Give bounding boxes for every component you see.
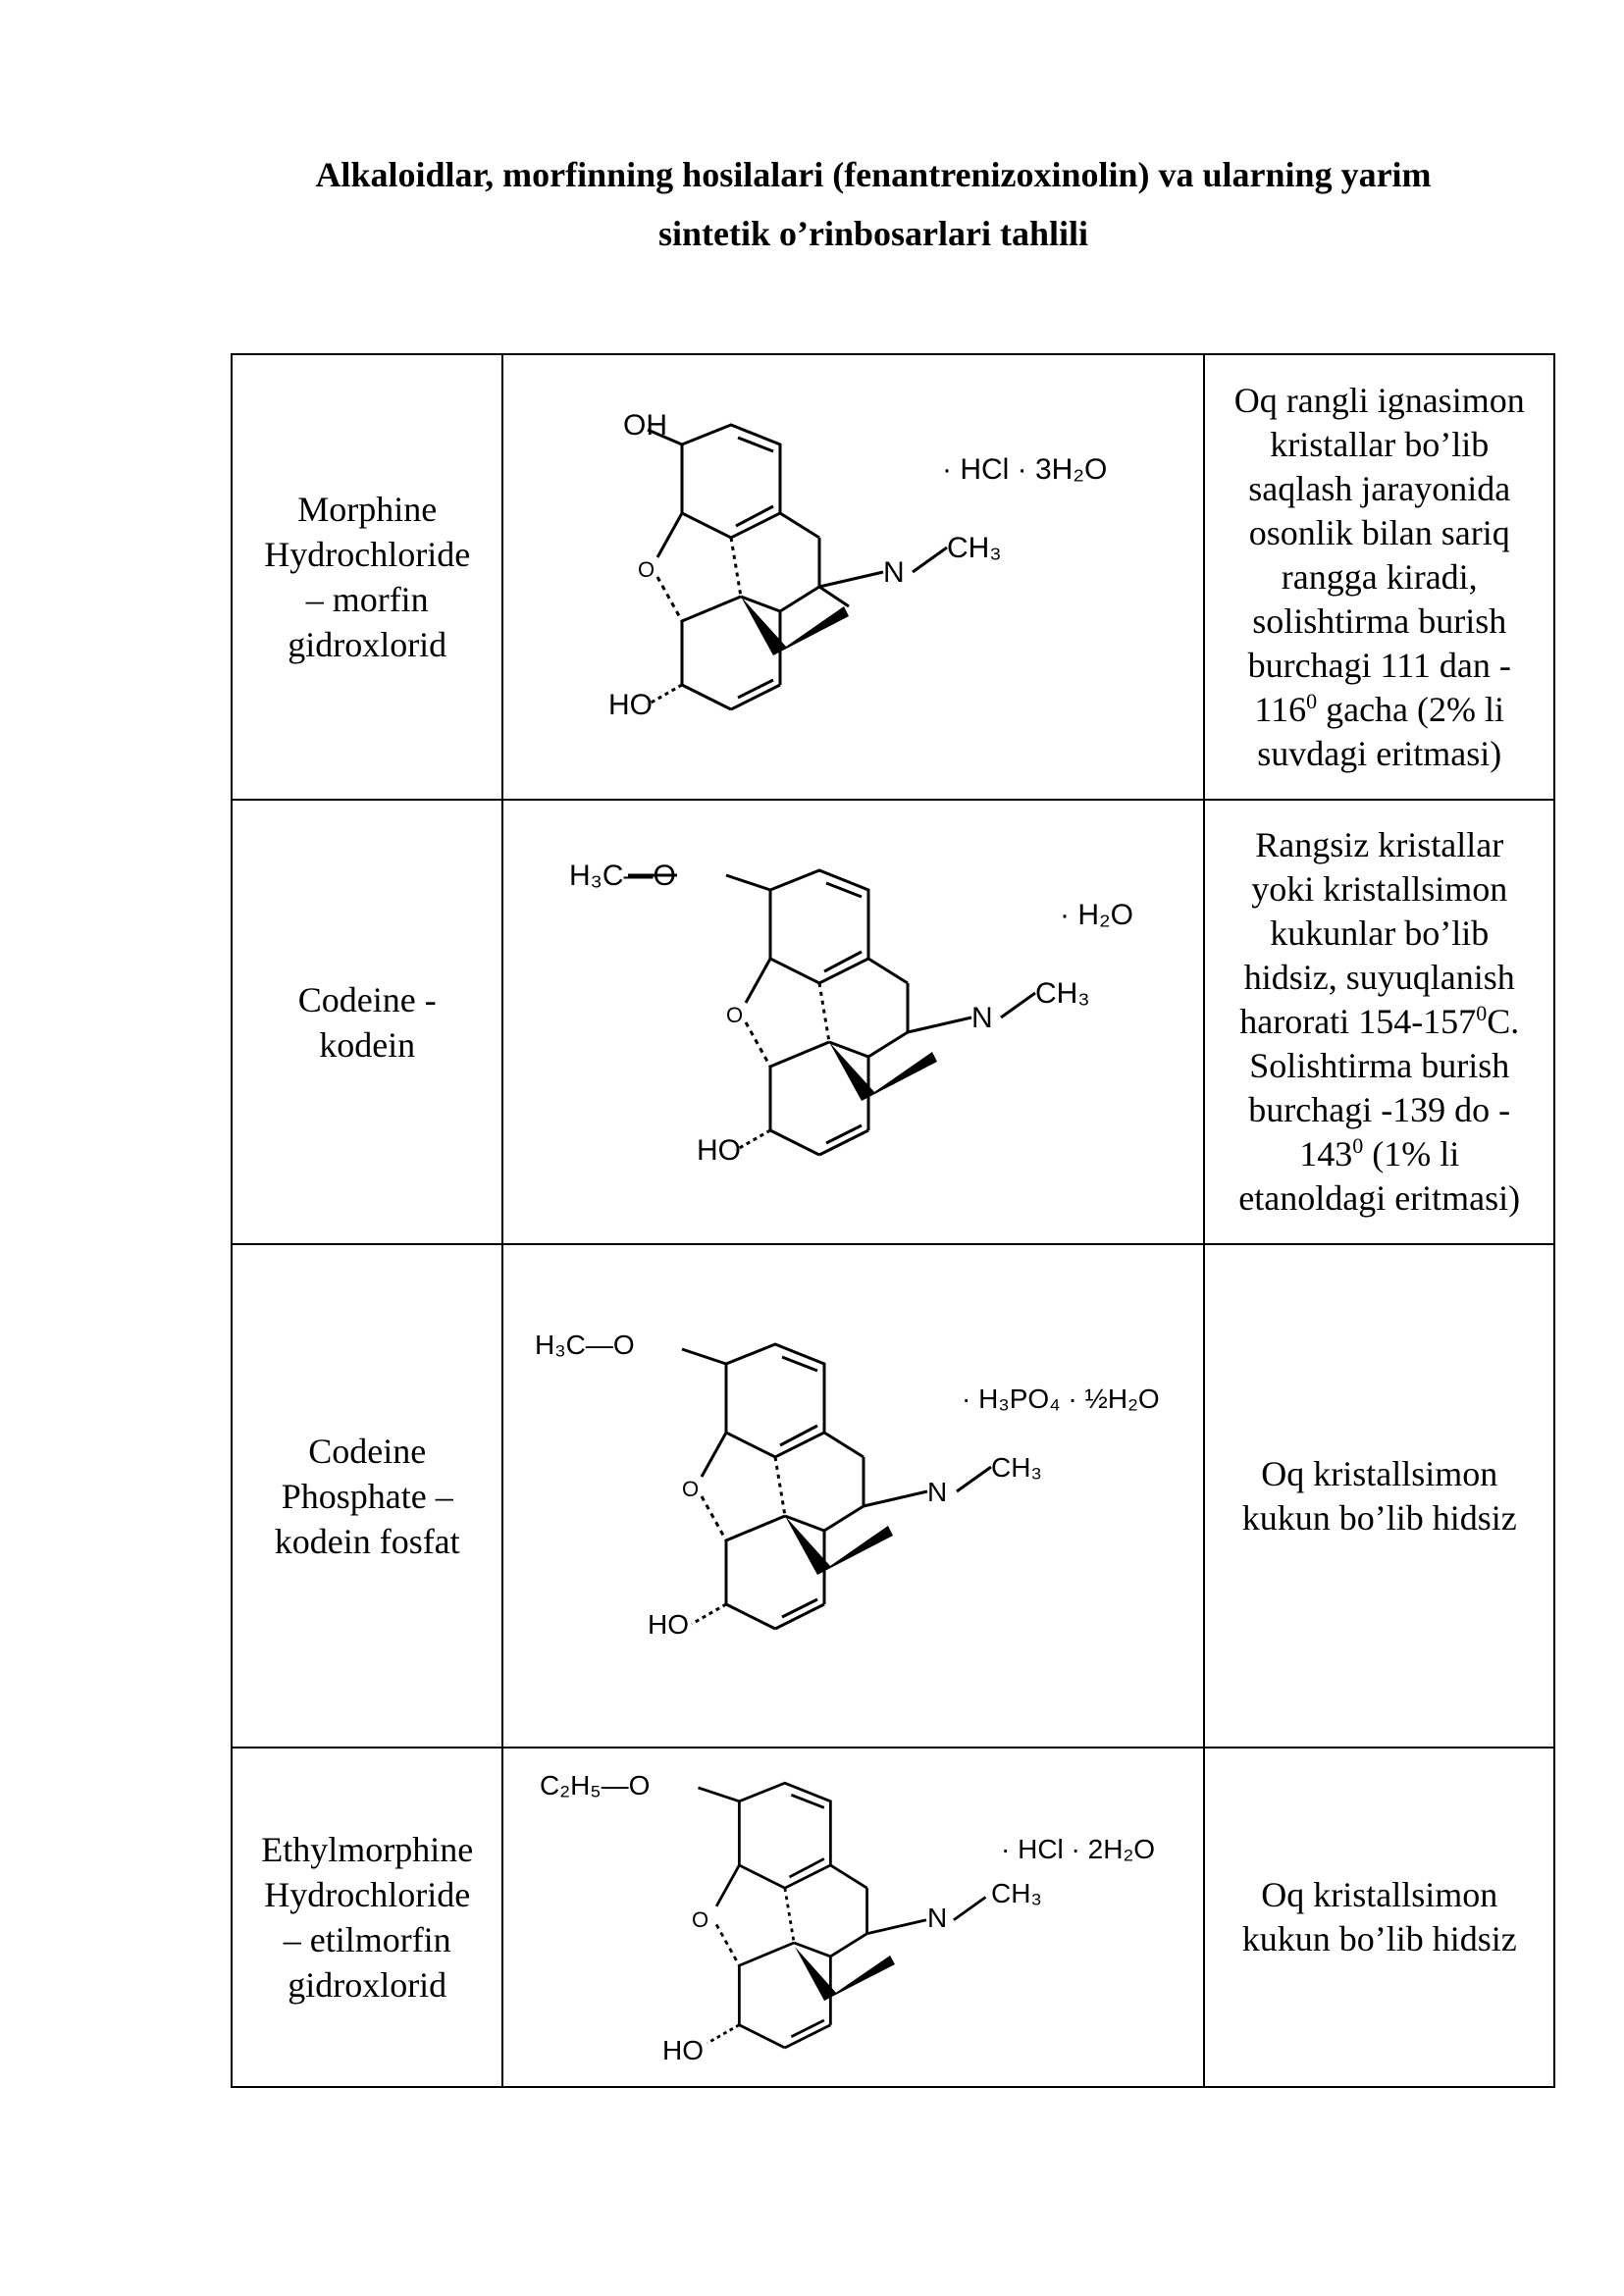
- desc-line: [1215, 1000, 1544, 1044]
- desc-line: burchagi 111 dan -: [1247, 645, 1511, 685]
- degree-sup: 0: [1476, 1001, 1488, 1025]
- atom-label: O: [691, 1907, 709, 1932]
- compound-name-line: Phosphate –: [281, 1476, 453, 1516]
- atom-label: HO: [607, 689, 653, 721]
- compound-name-line: kodein: [319, 1024, 416, 1065]
- aromatic-ring: [682, 425, 780, 538]
- salt-label: · H₂O: [1059, 898, 1133, 931]
- atom-label: CH₃: [946, 532, 1002, 564]
- compound-name-line: Ethylmorphine: [261, 1830, 474, 1869]
- desc-line: solishtirma burish: [1252, 600, 1507, 641]
- atom-label: H₃C—O: [534, 1329, 635, 1360]
- desc-line: [1215, 1132, 1544, 1176]
- desc-line: yoki kristallsimon: [1251, 869, 1508, 909]
- desc-tail: C.: [1487, 1002, 1520, 1041]
- desc-line: kukun bo’lib hidsiz: [1241, 1919, 1517, 1958]
- table-row: [232, 354, 1554, 800]
- title-line-1: Alkaloidlar, morfinning hosilalari (fenantrenizoxinolin) va ularning yarim: [315, 155, 1432, 194]
- codeine-phosphate-structure: [510, 1271, 1197, 1722]
- compound-name-line: – etilmorfin: [283, 1920, 451, 1959]
- atom-label: CH₃: [990, 1451, 1042, 1483]
- compound-name-line: kodein fosfat: [274, 1521, 460, 1561]
- structure-cell: [502, 1748, 1204, 2087]
- atom-label: N: [926, 1903, 948, 1933]
- title-line-2: sintetik o’rinbosarlari tahlili: [657, 214, 1088, 253]
- desc-line: Solishtirma burish: [1249, 1046, 1510, 1085]
- atom-label: O: [725, 1002, 744, 1027]
- atom-label: N: [970, 1001, 993, 1034]
- description-cell: [1204, 800, 1554, 1244]
- salt-label: · H₃PO₄ · ½H₂O: [961, 1383, 1160, 1414]
- desc-line: etanoldagi eritmasi): [1238, 1178, 1521, 1218]
- compound-name-line: gidroxlorid: [288, 1965, 447, 2005]
- degree-sup: 0: [1306, 688, 1318, 713]
- atom-label: O: [637, 557, 655, 582]
- compound-name-line: Morphine: [297, 490, 438, 529]
- desc-line: [1215, 688, 1544, 732]
- description-cell: [1204, 1244, 1554, 1748]
- desc-line: burchagi -139 do -: [1248, 1090, 1511, 1129]
- atom-label: CH₃: [1034, 976, 1090, 1010]
- structure-cell: [502, 800, 1204, 1244]
- desc-line: kukunlar bo’lib: [1270, 913, 1490, 953]
- table-row: [232, 800, 1554, 1244]
- salt-label: · HCl · 3H₂O: [941, 453, 1108, 486]
- compound-name-line: Hydrochloride: [264, 535, 471, 574]
- desc-tail: gacha (2% li: [1317, 689, 1505, 729]
- atom-label: O: [681, 1476, 700, 1501]
- desc-line: osonlik bilan sariq: [1248, 512, 1510, 552]
- desc-line: rangga kiradi,: [1281, 556, 1478, 597]
- structure-cell: [502, 1244, 1204, 1748]
- desc-line: saqlash jarayonida: [1248, 468, 1511, 508]
- atom-label: OH: [622, 409, 667, 442]
- compound-name-line: gidroxlorid: [288, 625, 447, 664]
- desc-tail: (1% li: [1363, 1134, 1460, 1174]
- atom-label: HO: [647, 1608, 689, 1640]
- desc-line: Oq kristallsimon: [1261, 1453, 1498, 1493]
- compound-name-line: Hydrochloride: [264, 1875, 471, 1914]
- atom-label: CH₃: [990, 1878, 1042, 1908]
- desc-line: suvdagi eritmasi): [1257, 733, 1502, 773]
- description-cell: [1204, 354, 1554, 800]
- atom-label: HO: [661, 2035, 704, 2065]
- desc-line: kristallar bo’lib: [1270, 424, 1490, 464]
- desc-line: kukun bo’lib hidsiz: [1241, 1497, 1517, 1538]
- compound-name-line: Codeine -: [297, 979, 437, 1019]
- compound-name-cell: [232, 354, 502, 800]
- desc-line: hidsiz, suyuqlanish: [1243, 958, 1515, 997]
- desc-value: harorati 154-157: [1239, 1002, 1477, 1041]
- compound-name-cell: [232, 1748, 502, 2087]
- degree-sup: 0: [1352, 1133, 1364, 1158]
- desc-line: Rangsiz kristallar: [1255, 825, 1504, 864]
- page-title: [236, 145, 1511, 263]
- compound-name-cell: [232, 800, 502, 1244]
- description-cell: [1204, 1748, 1554, 2087]
- desc-value: 143: [1299, 1134, 1353, 1174]
- salt-label: · HCl · 2H₂O: [1000, 1834, 1156, 1864]
- atom-label: N: [926, 1476, 948, 1507]
- structure-cell: [502, 354, 1204, 800]
- ethylmorphine-structure: [510, 1750, 1197, 2084]
- compound-name-line: Codeine: [308, 1431, 427, 1471]
- compound-name-line: – morfin: [305, 580, 429, 619]
- table-row: [232, 1244, 1554, 1748]
- wedge-bond: [773, 606, 849, 655]
- desc-line: Oq rangli ignasimon: [1233, 380, 1525, 420]
- codeine-structure: [510, 807, 1197, 1238]
- atom-label: H₃C—O: [568, 859, 676, 892]
- desc-value: 116: [1254, 689, 1307, 729]
- desc-line: Oq kristallsimon: [1261, 1875, 1498, 1914]
- atom-label: N: [882, 556, 905, 589]
- table-row: [232, 1748, 1554, 2087]
- atom-label: C₂H₅—O: [539, 1770, 651, 1800]
- compound-name-cell: [232, 1244, 502, 1748]
- alkaloid-table: [231, 353, 1555, 2088]
- morphine-structure: [510, 361, 1197, 793]
- atom-label: HO: [696, 1133, 741, 1167]
